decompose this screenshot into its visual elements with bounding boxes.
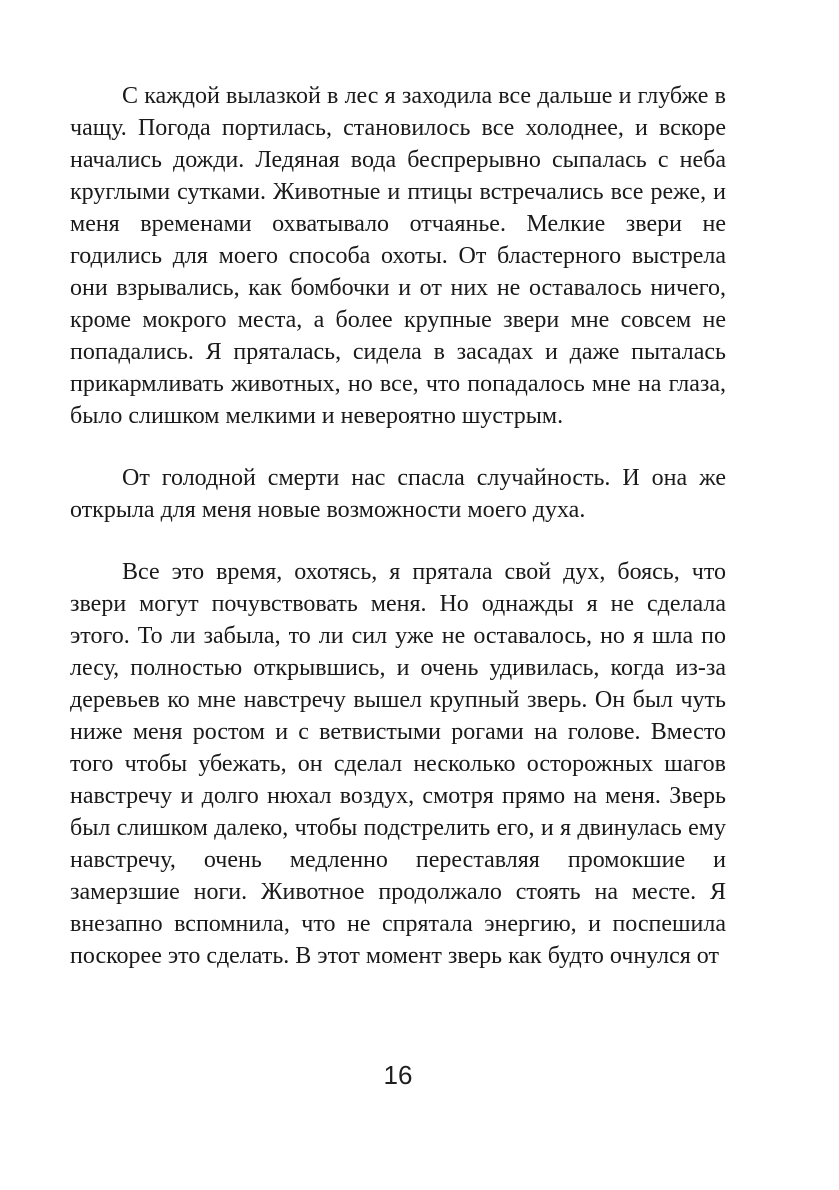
- page-number: 16: [383, 1060, 413, 1090]
- paragraph-3: Все это время, охотясь, я прятала свой дух, боясь, что звери могут почувствовать меня. Но однажды я не сделала этого. То ли забыла, то ли сил уже не оставалось, но я шла по лесу, полностью открывшись, и очень удивилась, когда из-за деревьев ко мне навстречу вышел крупный зверь. Он был чуть ниже меня ростом и с ветвистыми рогами на голове. Вместо того чтобы убежать, он сделал несколько осторожных шагов навстречу и долго нюхал воздух, смотря прямо на меня. Зверь был слишком далеко, чтобы подстрелить его, и я двинулась ему навстречу, очень медленно переставляя промокшие и замерзшие ноги. Животное продолжало стоять на месте. Я внезапно вспомнила, что не спрятала энергию, и поспешила поскорее это сделать. В этот момент зверь как будто очнулся от: [70, 559, 726, 969]
- page-text: [70, 80, 726, 972]
- paragraph-2: От голодной смерти нас спасла случайность. И она же открыла для меня новые возможности моего духа.: [70, 465, 726, 523]
- paragraph-1: С каждой вылазкой в лес я заходила все дальше и глубже в чащу. Погода портилась, становилось все холоднее, и вскоре начались дожди. Ледяная вода беспрерывно сыпалась с неба круглыми сутками. Животные и птицы встречались все реже, и меня временами охватывало отчаянье. Мелкие звери не годились для моего способа охоты. От бластерного выстрела они взрывались, как бомбочки и от них не оставалось ничего, кроме мокрого места, а более крупные звери мне совсем не попадались. Я пряталась, сидела в засадах и даже пыталась прикармливать животных, но все, что попадалось мне на глаза, было слишком мелкими и невероятно шустрым.: [70, 83, 726, 429]
